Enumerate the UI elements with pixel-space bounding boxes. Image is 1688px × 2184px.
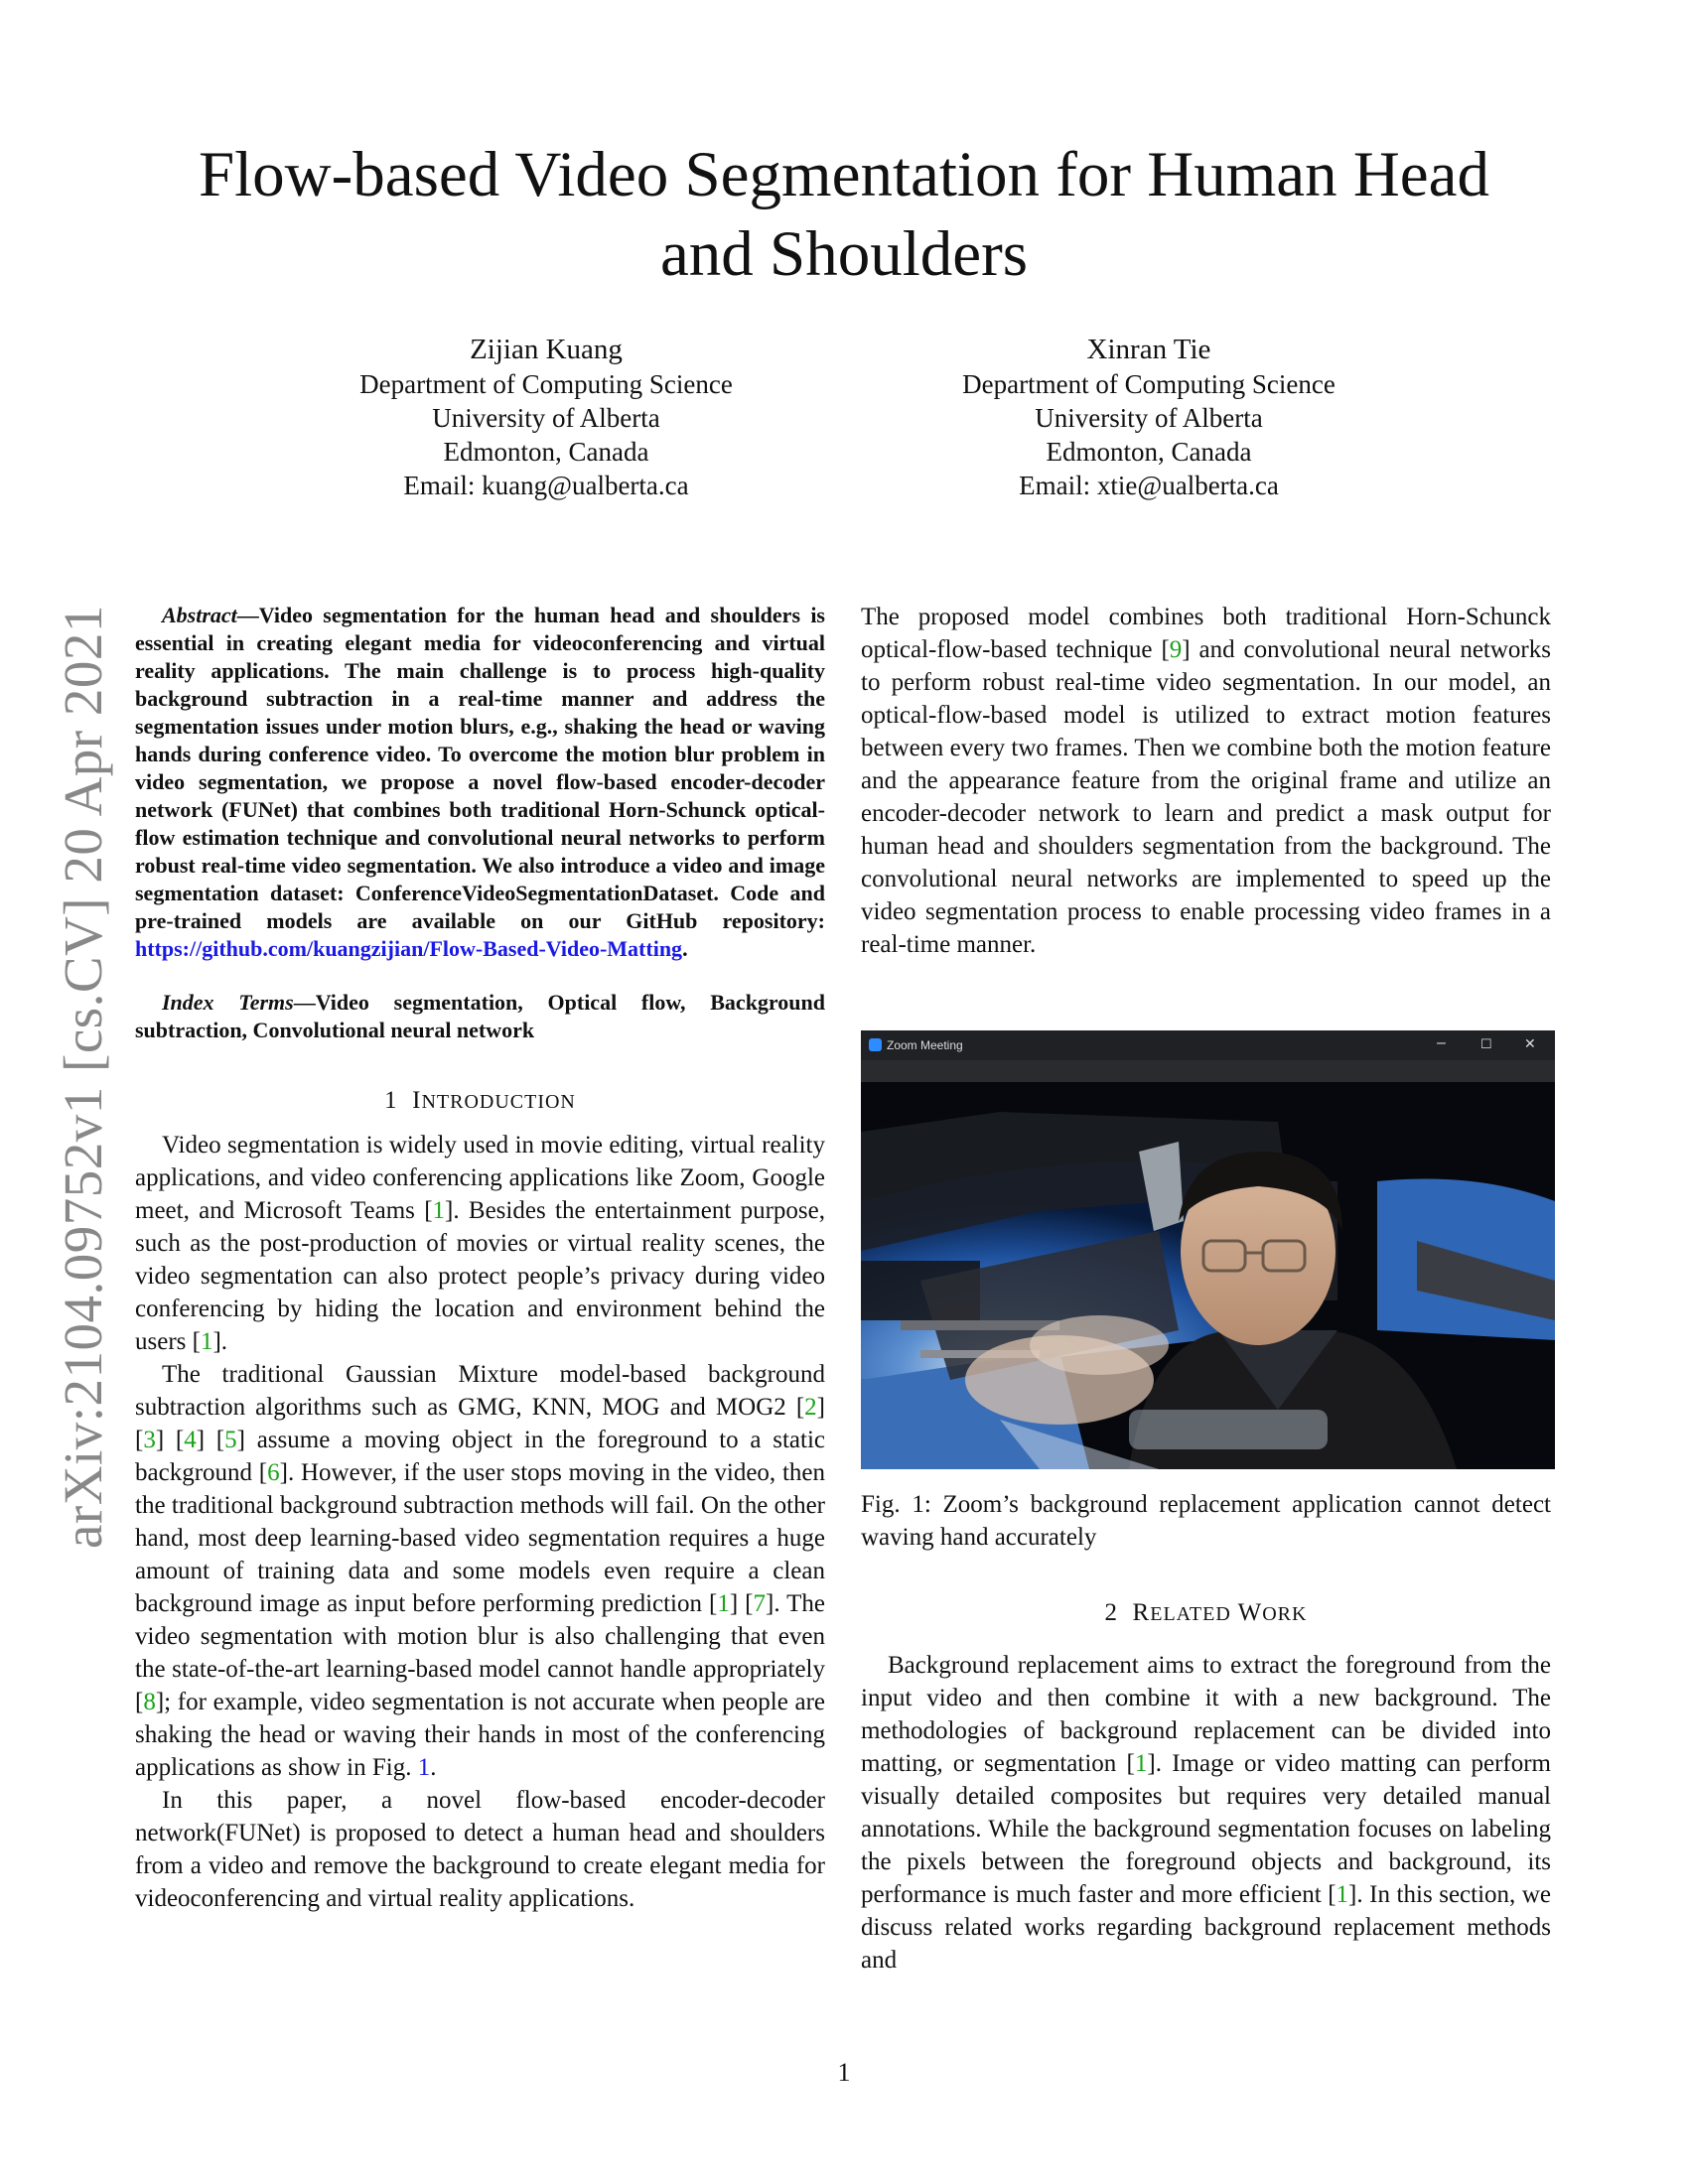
author-email: Email: xtie@ualberta.ca (1019, 471, 1279, 500)
figure-caption: Fig. 1: Zoom’s background replacement application cannot detect waving hand accurately (861, 1491, 1551, 1551)
citation-link[interactable]: 7 (753, 1590, 766, 1617)
author-univ: University of Alberta (432, 403, 660, 433)
author-location: Edmonton, Canada (1046, 437, 1252, 467)
github-link[interactable]: https://github.com/kuangzijian/Flow-Based-Video-Matting (135, 936, 683, 961)
figure-zoom-screenshot (861, 1030, 1555, 1469)
page-number: 1 (837, 2058, 851, 2087)
author-location: Edmonton, Canada (443, 437, 649, 467)
zoom-window-title: Zoom Meeting (887, 1038, 963, 1052)
section-heading-related-work: 2 RELATED WORK (1104, 1599, 1308, 1626)
citation-link[interactable]: 2 (804, 1394, 817, 1421)
author-email: Email: kuang@ualberta.ca (403, 471, 689, 500)
citation-link[interactable]: 4 (184, 1427, 197, 1453)
maximize-icon[interactable]: ☐ (1480, 1036, 1492, 1051)
citation-link[interactable]: 6 (267, 1459, 280, 1486)
author-dept: Department of Computing Science (359, 369, 733, 399)
citation-link[interactable]: 1 (200, 1328, 213, 1355)
zoom-window-titlebar (861, 1030, 1555, 1060)
index-terms-label: Index Terms (162, 990, 294, 1015)
author-name: Xinran Tie (1086, 334, 1211, 365)
citation-link[interactable]: 3 (143, 1427, 156, 1453)
author-dept: Department of Computing Science (962, 369, 1336, 399)
author-block-2 (901, 332, 1397, 502)
citation-link[interactable]: 1 (1134, 1750, 1148, 1777)
author-univ: University of Alberta (1035, 403, 1263, 433)
abstract-label: Abstract (162, 603, 237, 627)
index-terms: Index Terms—Video segmentation, Optical flow, Background subtraction, Convolutional neural network (135, 990, 826, 1042)
arxiv-stamp: arXiv:2104.09752v1 [cs.CV] 20 Apr 2021 (53, 605, 113, 1549)
zoom-logo-icon (869, 1038, 882, 1051)
intro-paragraph-2: The traditional Gaussian Mixture model-based background subtraction algorithms such as GMG, KNN, MOG and MOG2 [2] [3] [4] [5] assume a moving object in the foreground to a static background [6]. However, if the user stops moving in the video, then the traditional background subtraction methods will fail. On the other hand, most deep learning-based video segmentation requires a huge amount of training data and some models even require a clean background image as input before performing prediction [1] [7]. The video segmentation with motion blur is also challenging that even the state-of-the-art learning-based model cannot handle appropriately [8]; for example, video segmentation is not accurate when people are shaking the head or waving their hands in most of the conferencing applications as show in Fig. 1. (135, 1361, 826, 1781)
related-paragraph-1: Background replacement aims to extract the foreground from the input video and then combine it with a new background. The methodologies of background replacement can be divided into matting, or segmentation [1]. Image or video matting can perform visually detailed composites but requires very detailed manual annotations. While the background segmentation focuses on labeling the pixels between the foreground objects and background, its performance is much faster and more efficient [1]. In this section, we discuss related works regarding background replacement methods and (861, 1652, 1552, 1974)
title-line-1: Flow-based Video Segmentation for Human Head (198, 139, 1490, 210)
section-heading-introduction: 1 INTRODUCTION (384, 1087, 576, 1114)
citation-link[interactable]: 8 (143, 1689, 156, 1715)
minimize-icon[interactable]: – (1437, 1034, 1446, 1051)
abstract: Abstract—Video segmentation for the human head and shoulders is essential in creating elegant media for videoconferencing and virtual reality applications. The main challenge is to process high-quality background subtraction in a real-time manner and address the segmentation issues under motion blurs, e.g., shaking the head or waving hands during conference video. To overcome the motion blur problem in video segmentation, we propose a novel flow-based encoder-decoder network (FUNet) that combines both traditional Horn-Schunck optical-flow estimation technique and convolutional neural networks to perform robust real-time video segmentation. We also introduce a video and image segmentation dataset: ConferenceVideoSegmentationDataset. Code and pre-trained models are available on our GitHub repository: https://github.com/kuangzijian/Flow-Based-Video-Matting. (135, 603, 825, 961)
figure-link[interactable]: 1 (417, 1754, 431, 1781)
close-icon[interactable]: ✕ (1524, 1035, 1536, 1051)
intro-paragraph-3: In this paper, a novel flow-based encoder-decoder network(FUNet) is proposed to detect a human head and shoulders from a video and remove the background to create elegant media for videoconferencing and virtual reality applications. (135, 1787, 825, 1912)
author-block-1 (298, 332, 794, 502)
citation-link[interactable]: 9 (1169, 636, 1183, 663)
citation-link[interactable]: 1 (717, 1590, 730, 1617)
right-paragraph-1: The proposed model combines both traditional Horn-Schunck optical-flow-based technique [9] and convolutional neural networks to perform robust real-time video segmentation. In our model, an optical-flow-based model is utilized to extract motion features between every two frames. Then we combine both the motion feature and the appearance feature from the original frame and utilize an encoder-decoder network to learn and predict a mask output for human head and shoulders segmentation from the background. The convolutional neural networks are implemented to speed up the video segmentation process to enable processing video frames in a real-time manner. (861, 604, 1551, 958)
title-line-2: and Shoulders (659, 218, 1029, 290)
paper-title (0, 135, 1688, 294)
right-column-bottom (861, 1596, 1551, 1977)
author-name: Zijian Kuang (470, 334, 623, 365)
left-column (135, 602, 825, 1915)
right-column-top (861, 601, 1551, 961)
citation-link[interactable]: 5 (224, 1427, 237, 1453)
citation-link[interactable]: 1 (1336, 1881, 1349, 1908)
citation-link[interactable]: 1 (432, 1197, 446, 1224)
video-frame-image (861, 1082, 1555, 1469)
intro-paragraph-1: Video segmentation is widely used in movie editing, virtual reality applications, and video conferencing applications like Zoom, Google meet, and Microsoft Teams [1]. Besides the entertainment purpose, such as the post-production of movies or virtual reality scenes, the video segmentation can also protect people’s privacy during video conferencing by hiding the location and environment behind the users [1]. (135, 1132, 825, 1355)
